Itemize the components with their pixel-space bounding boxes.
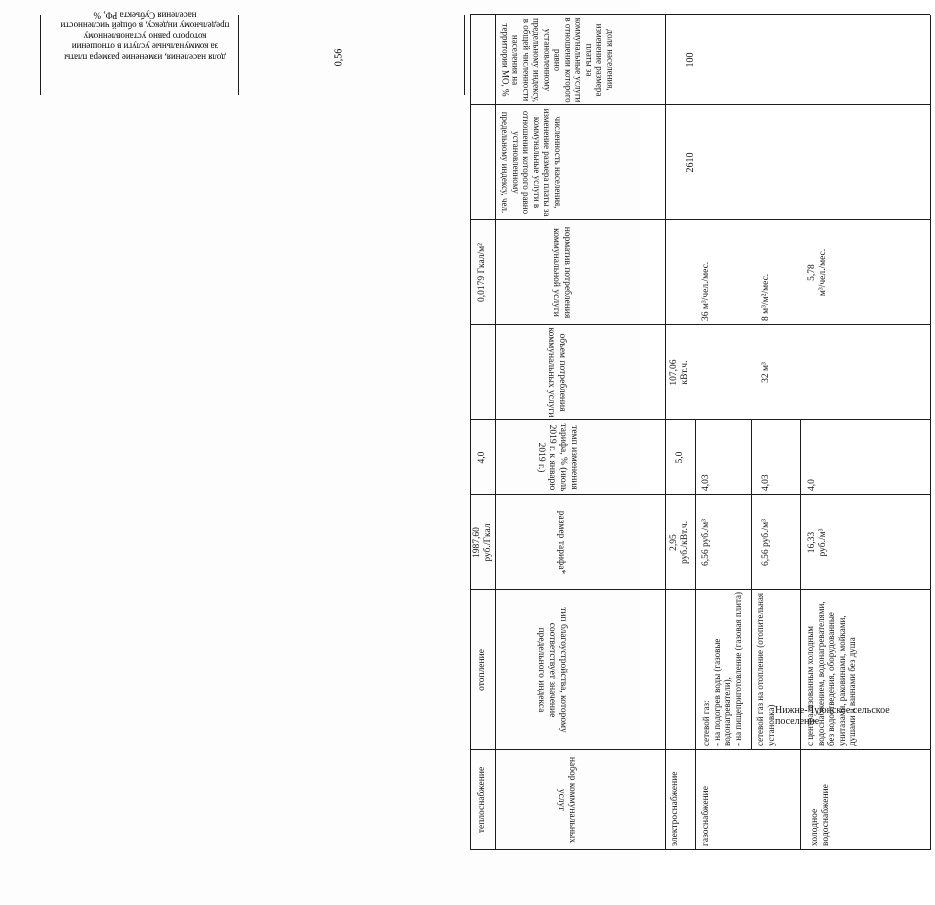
col-rate-caption: темп изменения тарифа, % (июль 2019 г. к январю 2019 г.) — [536, 423, 579, 492]
col-sep-1 — [470, 749, 930, 750]
row-electricity-rate: 5,0 — [675, 451, 685, 464]
col-volume-caption: объем потребления коммунальных услуги — [546, 327, 567, 418]
row-gas-norm: 36 м³/чел./мес. — [701, 261, 711, 321]
col-sep-2 — [470, 589, 930, 590]
row-gasheat-rate: 4,03 — [761, 474, 771, 491]
share-subject-value: 0,56 — [333, 48, 345, 67]
col-sep-5 — [470, 324, 930, 325]
col-service-caption: набор коммунальных услуг — [556, 756, 577, 844]
row-gas-service: газоснабжение — [701, 786, 711, 846]
header-service: теплоснабжение — [477, 766, 487, 834]
rule-stub — [238, 0, 465, 15]
col-population-caption: численность населения, изменение размера платы за коммунальные услуги в отношении которого равно установленному предельному индексу, чел. — [500, 108, 563, 217]
rule-gas-split — [751, 420, 752, 750]
row-water-rate: 4,0 — [807, 479, 817, 491]
row-water-norm: 5,78 м³/чел./мес. — [807, 248, 828, 297]
rule-header-bottom — [495, 15, 496, 850]
share-subject-left — [40, 15, 41, 95]
row-gasheat-norm: 8 м³/м²/мес. — [761, 273, 771, 321]
header-rate: 4,0 — [477, 451, 487, 464]
row-electricity-volume: 107,06 кВт.ч. — [669, 359, 690, 386]
row-water-improvement: с централизованным холодным водоснабжением, водонагревателями, без водоотведения, оборудованные унитазами, раковинами, мойками, душами и ваннами без душа — [805, 601, 857, 746]
row-water-service: холодное водоснабжение — [810, 784, 831, 846]
col-sep-4 — [470, 419, 930, 420]
rule-left — [470, 849, 930, 850]
rule-water-top — [800, 420, 801, 850]
rule-gas-top — [695, 420, 696, 850]
row-gasheat-volume: 32 м³ — [761, 362, 771, 383]
share-subject-right — [464, 15, 465, 95]
row-gas-rate: 4,03 — [701, 474, 711, 491]
col-sep-6 — [470, 219, 930, 220]
share-subject-box — [40, 0, 465, 1]
col-sep-7 — [470, 104, 930, 105]
row-gasheat-improvement: сетевой газ на отопление (отопительная установка) — [755, 592, 776, 746]
rule-top — [470, 15, 471, 850]
row-water-tariff: 16,33 руб./м³ — [807, 528, 828, 557]
col-sep-3 — [470, 494, 930, 495]
rotated-table — [465, 15, 935, 890]
row-gas-improvement: сетевой газ: - на подогрев воды (газовые водонагреватели), - на пищеприготовление (газовая плита) — [701, 591, 743, 746]
row-electricity-service: электроснабжение — [670, 771, 680, 846]
row-gasheat-tariff: 6,56 руб./м³ — [761, 519, 771, 566]
rule-right — [470, 14, 930, 15]
header-norm: 0,0179 Гкал/м² — [477, 243, 487, 303]
row-gas-tariff: 6,56 руб./м³ — [701, 519, 711, 566]
header-improvement: отопление — [477, 649, 487, 691]
col-tariff-caption: размер тарифа* — [556, 510, 566, 575]
share-subject-caption: доля населения, изменение размера платы за коммунальные услуги в отношении которого равно установленному предельному индексу, в общей численности населения Субъекта РФ, % — [60, 10, 230, 63]
share-subject-sep — [238, 15, 239, 95]
rule-settlement-top — [665, 15, 666, 850]
total-population: 2610 — [685, 152, 696, 173]
settlement-name: Нижне-Чуюнское сельское поселение — [775, 705, 890, 727]
col-norm-caption: норматив потребления коммунальной услуги — [551, 226, 572, 319]
row-electricity-tariff: 2,95 руб./кВт.ч. — [669, 521, 690, 565]
header-tariff: 1987,60 руб./Гкал — [472, 523, 493, 562]
total-share-mo: 100 — [685, 52, 696, 68]
col-share-mo-caption: доля населения, изменение размера платы за коммунальные услуги в отношении которого равно установленному предельному индексу, в общей численности населения на территории МО, % — [500, 17, 616, 103]
col-improvement-caption: тип благоустройства, которому соответствует значение предельного индекса — [536, 607, 568, 733]
rule-bottom — [930, 15, 931, 850]
